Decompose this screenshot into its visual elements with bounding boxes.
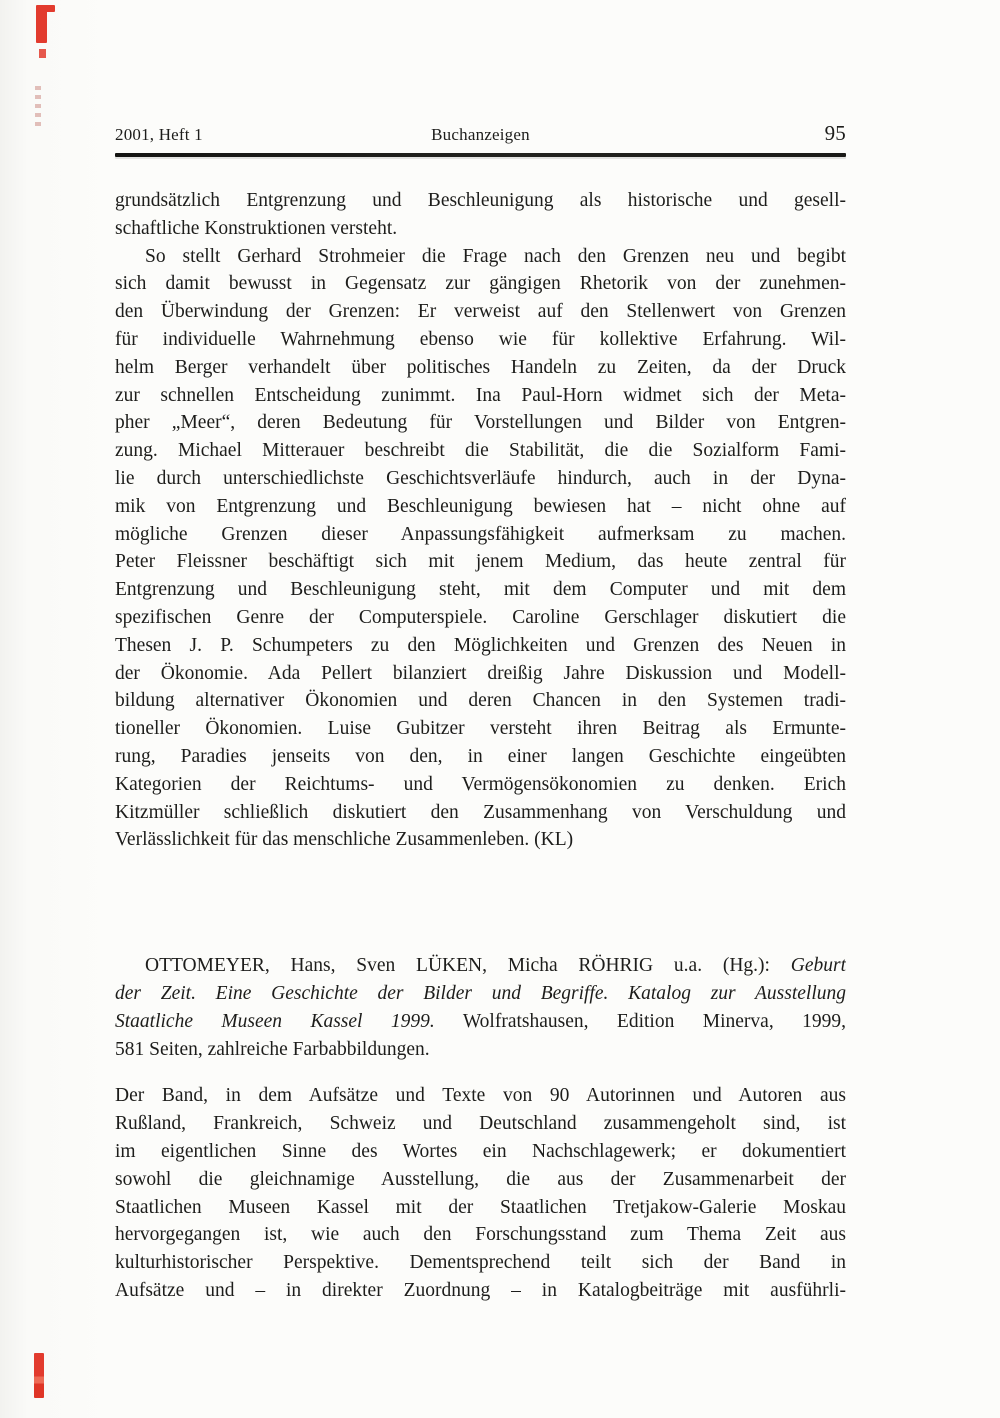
text-run: spezifischen Genre der Computerspiele. Caroline Gerschlager diskutiert die [115,606,846,628]
text-run: zur schnellen Entscheidung zunimmt. Ina Paul-Horn widmet sich der Meta- [115,384,846,406]
text-line [115,660,846,688]
italic-text-run: der Zeit. Eine Geschichte der Bilder und Begriffe. Katalog zur Ausstellung [115,982,846,1004]
text-line [115,1008,846,1036]
text-run: Entgrenzung und Beschleunigung steht, mit dem Computer und mit dem [115,579,846,601]
text-column [115,121,846,1305]
header-rule [115,153,846,157]
text-run: Kategorien der Reichtums- und Vermögensökonomien zu denken. Erich [115,773,846,795]
page-body [115,187,846,1305]
paragraph-citation [115,952,846,1063]
text-run: tioneller Ökonomien. Luise Gubitzer versteht ihren Beitrag als Ermunte- [115,718,846,740]
text-run: Peter Fleissner beschäftigt sich mit jenem Medium, das heute zentral für [115,551,846,573]
text-run: bildung alternativer Ökonomien und deren Chancen in den Systemen tradi- [115,690,846,712]
scan-artifact-left-dashes [35,86,41,128]
text-run: der Ökonomie. Ada Pellert bilanziert dreißig Jahre Diskussion und Modell- [115,662,846,684]
text-line [115,437,846,465]
text-line [115,1082,846,1110]
text-line [115,1036,846,1064]
text-run: hervorgegangen ist, wie auch den Forschungsstand zum Thema Zeit aus [115,1224,846,1246]
text-run: Kitzmüller schließlich diskutiert den Zusammenhang von Verschuldung und [115,801,846,823]
italic-text-run: Staatliche Museen Kassel 1999. [115,1010,435,1032]
text-line [115,632,846,660]
text-run: zung. Michael Mitterauer beschreibt die Stabilität, die die Sozialform Fami- [115,440,846,462]
scan-artifact-bottom-left-bar [34,1353,44,1398]
text-line [115,243,846,271]
text-run: lie durch unterschiedlichste Geschichtsverläufe hindurch, auch in der Dyna- [115,467,846,489]
text-line [115,1194,846,1222]
text-line [115,521,846,549]
text-line [115,298,846,326]
paragraph-continuation [115,187,846,243]
text-run: OTTOMEYER, Hans, Sven LÜKEN, Micha RÖHRIG u.a. (Hg.): [145,955,791,977]
text-line [115,771,846,799]
text-run: für individuelle Wahrnehmung ebenso wie für kollektive Erfahrung. Wil- [115,328,846,350]
italic-text-run: Geburt [790,955,846,977]
text-line [115,980,846,1008]
page-number: 95 [824,121,846,145]
scan-artifact-top-left-bar [36,6,47,43]
text-line [115,952,846,980]
text-run: rung, Paradies jenseits von den, in einer langen Geschichte eingeübten [115,745,846,767]
text-run: sich damit bewusst in Gegensatz zur gängigen Rhetorik von der zunehmen- [115,273,846,295]
text-run: Wolfratshausen, Edition Minerva, 1999, [434,1010,846,1032]
text-run: Aufsätze und – in direkter Zuordnung – in Katalogbeiträge mit ausführli- [115,1279,846,1301]
paragraph-description [115,1082,846,1304]
text-line [115,354,846,382]
text-run: schaftliche Konstruktionen versteht. [115,217,398,239]
text-run: kulturhistorischer Perspektive. Dementsprechend teilt sich der Band in [115,1252,846,1274]
text-line [115,1138,846,1166]
text-run: Verlässlichkeit für das menschliche Zusammenleben. (KL) [115,829,574,851]
text-run: So stellt Gerhard Strohmeier die Frage nach den Grenzen neu und begibt [145,245,846,267]
text-run: Der Band, in dem Aufsätze und Texte von 90 Autorinnen und Autoren aus [115,1085,846,1107]
text-run: grundsätzlich Entgrenzung und Beschleunigung als historische und gesell- [115,190,846,211]
text-line [115,576,846,604]
text-run: mik von Entgrenzung und Beschleunigung bewiesen hat – nicht ohne auf [115,495,846,517]
text-line [115,493,846,521]
text-run: den Überwindung der Grenzen: Er verweist auf den Stellenwert von Grenzen [115,301,846,323]
text-line [115,715,846,743]
text-run: im eigentlichen Sinne des Wortes ein Nachschlagewerk; er dokumentiert [115,1140,846,1162]
text-line [115,187,846,215]
text-line [115,215,846,243]
text-line [115,799,846,827]
text-line [115,826,846,854]
text-run: Thesen J. P. Schumpeters zu den Möglichkeiten und Grenzen des Neuen in [115,634,846,656]
text-line [115,548,846,576]
text-run: Rußland, Frankreich, Schweiz und Deutschland zusammengeholt sind, ist [115,1113,846,1135]
text-line [115,326,846,354]
text-line [115,743,846,771]
section-title: Buchanzeigen [431,125,530,144]
text-line [115,687,846,715]
text-line [115,465,846,493]
page-header [115,121,846,146]
paragraph-overview [115,243,846,855]
scan-artifact-top-left-dot [39,49,46,58]
text-run: sowohl die gleichnamige Ausstellung, die aus der Zusammenarbeit der [115,1168,846,1190]
text-run: pher „Meer“, deren Bedeutung für Vorstellungen und Bilder von Entgren- [115,412,846,434]
text-line [115,1249,846,1277]
text-line [115,1110,846,1138]
text-line [115,409,846,437]
text-run: 581 Seiten, zahlreiche Farbabbildungen. [115,1038,430,1060]
text-line [115,1221,846,1249]
text-run: helm Berger verhandelt über politisches Handeln zu Zeiten, da der Druck [115,356,846,378]
text-line [115,1277,846,1305]
issue-label: 2001, Heft 1 [115,125,203,144]
text-line [115,382,846,410]
text-line [115,270,846,298]
text-run: mögliche Grenzen dieser Anpassungsfähigkeit aufmerksam zu machen. [115,523,846,545]
text-run: Staatlichen Museen Kassel mit der Staatlichen Tretjakow-Galerie Moskau [115,1196,846,1218]
text-line [115,1166,846,1194]
text-line [115,604,846,632]
